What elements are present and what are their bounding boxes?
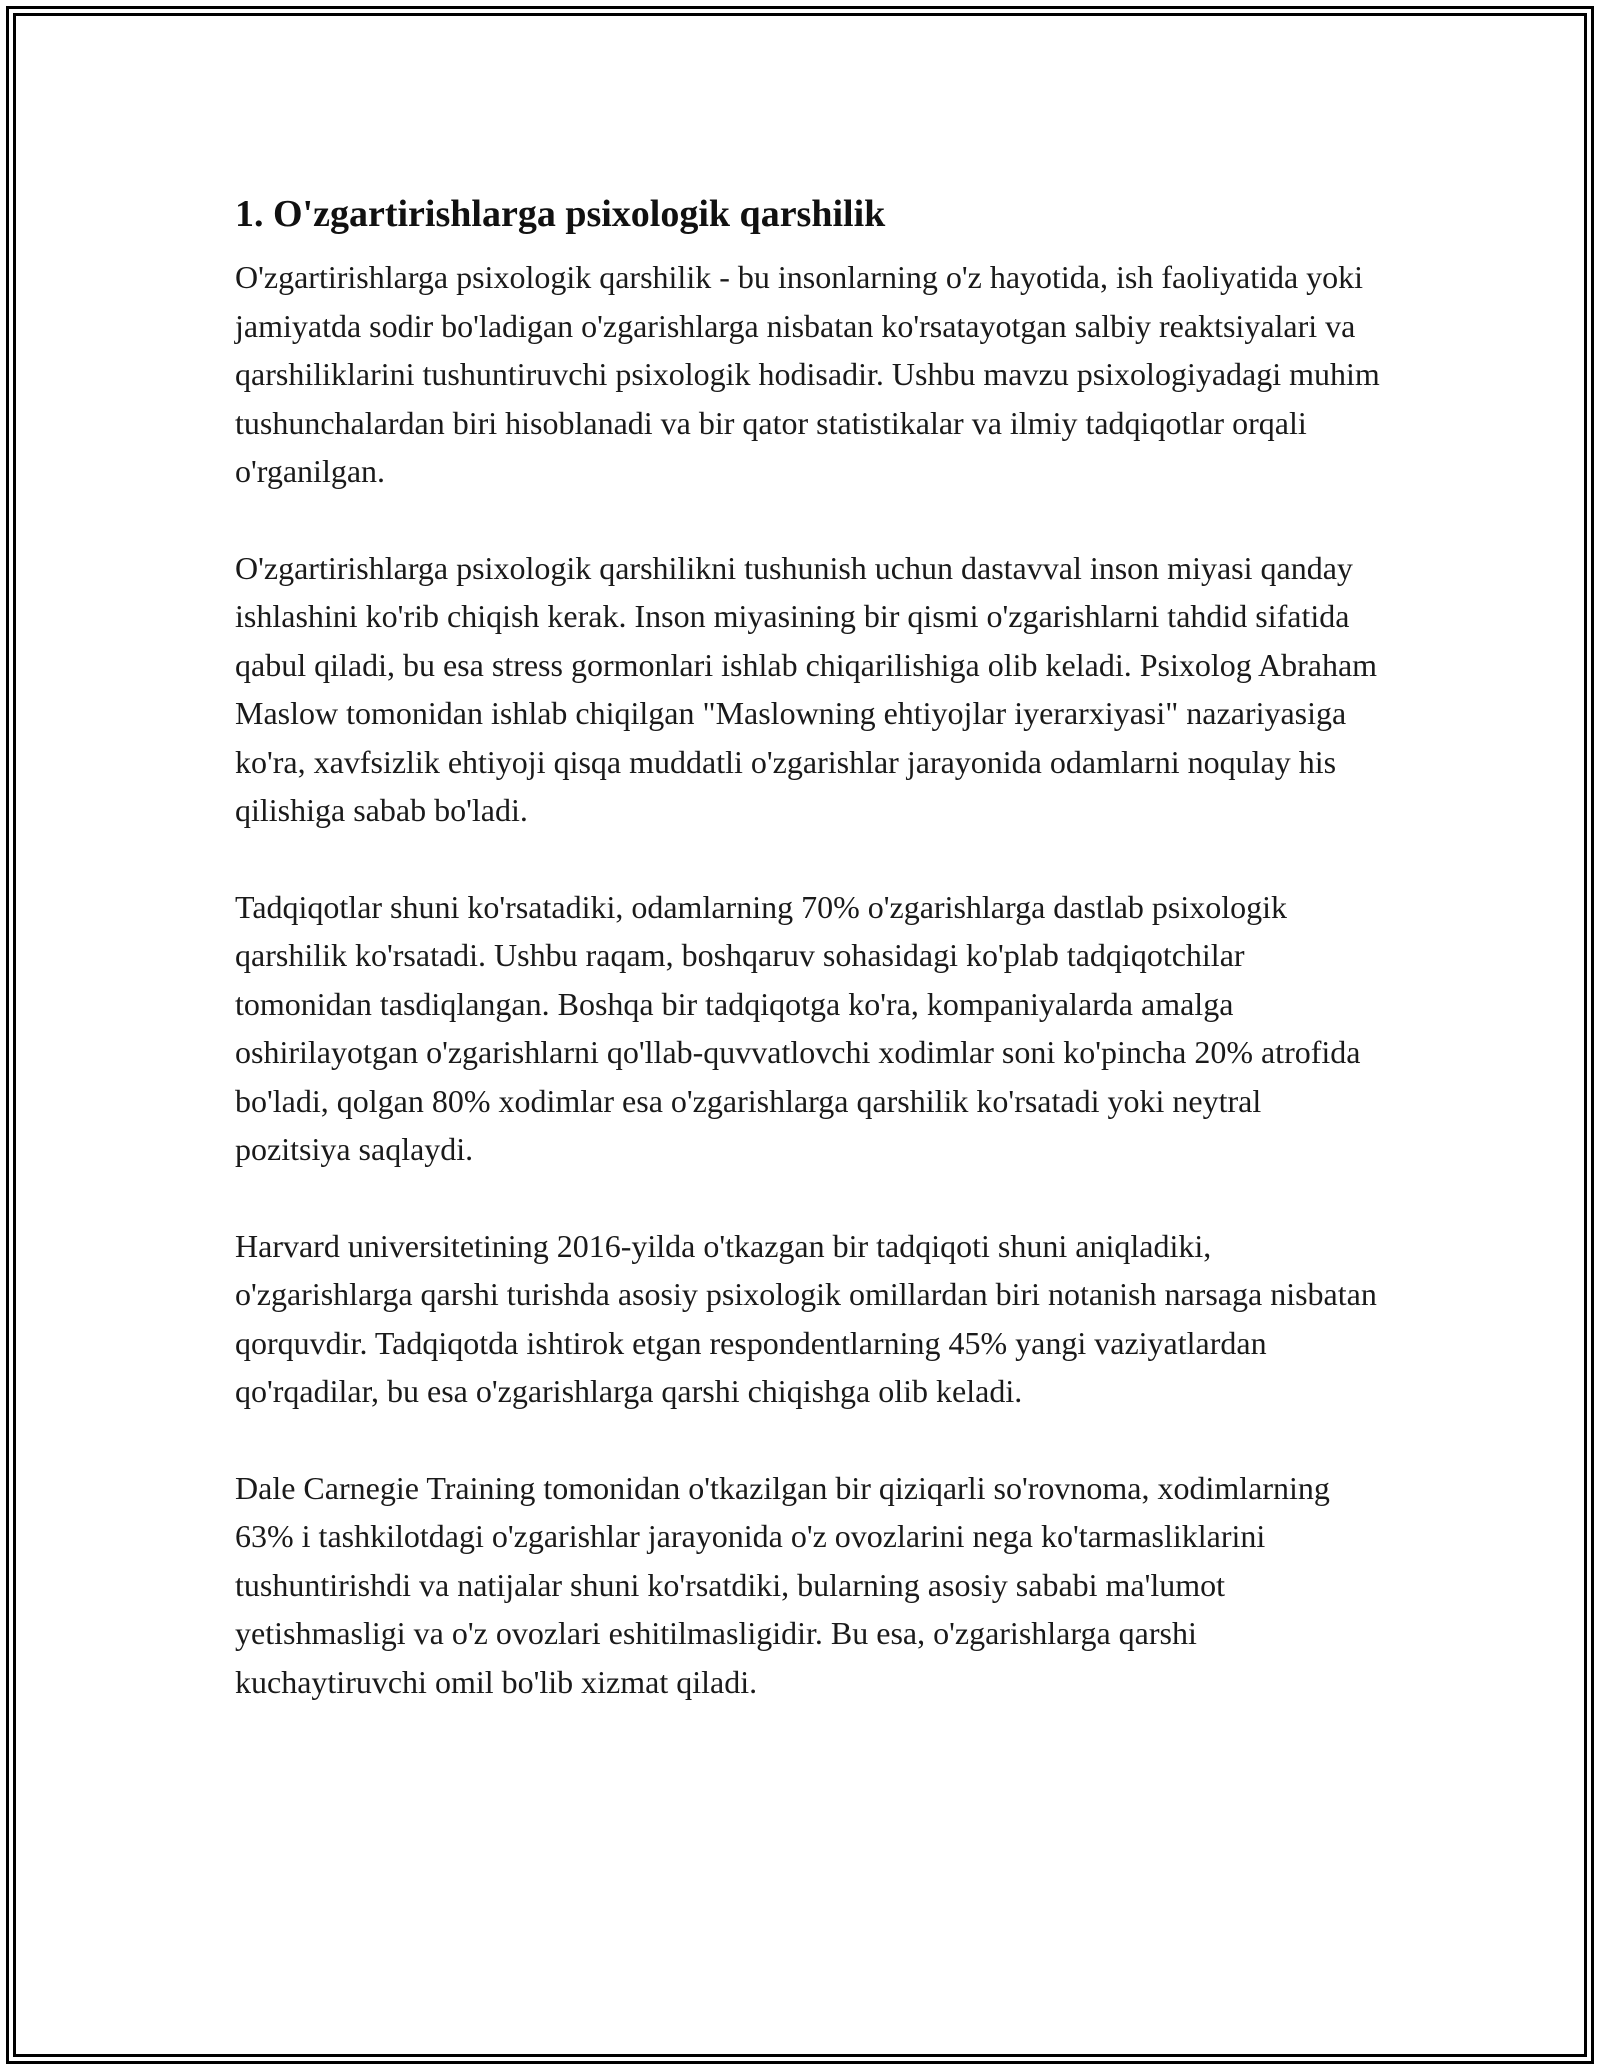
paragraph-brain-maslow: O'zgartirishlarga psixologik qarshilikni tushunish uchun dastavval inson miyasi qanday ishlashini ko'rib chiqish kerak. Inson miyasining bir qismi o'zgarishlarni tahdid sifatida qabul qiladi, bu esa stress gormonlari ishlab chiqarilishiga olib keladi. Psixolog Abraham Maslow tomonidan ishlab chiqilgan "Maslowning ehtiyojlar iyerarxiyasi" nazariyasiga ko'ra, xavfsizlik ehtiyoji qisqa muddatli o'zgarishlar jarayonida odamlarni noqulay his qilishiga sabab bo'ladi. <box>235 549 1378 828</box>
paragraph-statistics: Tadqiqotlar shuni ko'rsatadiki, odamlarning 70% o'zgarishlarga dastlab psixologik qarshilik ko'rsatadi. Ushbu raqam, boshqaruv sohasidagi ko'plab tadqiqotchilar tomonidan tasdiqlangan. Boshqa bir tadqiqotga ko'ra, kompaniyalarda amalga oshirilayotgan o'zgarishlarni qo'llab-quvvatlovchi xodimlar soni ko'pincha 20% atrofida bo'ladi, qolgan 80% xodimlar esa o'zgarishlarga qarshilik ko'rsatadi yoki neytral pozitsiya saqlaydi. <box>235 888 1361 1167</box>
page-title: 1. O'zgartirishlarga psixologik qarshilik <box>235 193 886 235</box>
document-body <box>235 185 1380 1754</box>
paragraph-definition: O'zgartirishlarga psixologik qarshilik - bu insonlarning o'z hayotida, ish faoliyatida yoki jamiyatda sodir bo'ladigan o'zgarishlarga nisbatan ko'rsatayotgan salbiy reaktsiyalari va qarshiliklarini tushuntiruvchi psixologik hodisadir. Ushbu mavzu psixologiyadagi muhim tushunchalardan biri hisoblanadi va bir qator statistikalar va ilmiy tadqiqotlar orqali o'rganilgan. <box>235 259 1380 489</box>
paragraph-carnegie-survey: Dale Carnegie Training tomonidan o'tkazilgan bir qiziqarli so'rovnoma, xodimlarning 63% i tashkilotdagi o'zgarishlar jarayonida o'z ovozlarini nega ko'tarmasliklarini tushuntirishdi va natijalar shuni ko'rsatdiki, bularning asosiy sababi ma'lumot yetishmasligi va o'z ovozlari eshitilmasligidir. Bu esa, o'zgarishlarga qarshi kuchaytiruvchi omil bo'lib xizmat qiladi. <box>235 1469 1330 1700</box>
paragraph-harvard-study: Harvard universitetining 2016-yilda o'tkazgan bir tadqiqoti shuni aniqladiki, o'zgarishlarga qarshi turishda asosiy psixologik omillardan biri notanish narsaga nisbatan qorquvdir. Tadqiqotda ishtirok etgan respondentlarning 45% yangi vaziyatlardan qo'rqadilar, bu esa o'zgarishlarga qarshi chiqishga olib keladi. <box>235 1227 1377 1409</box>
